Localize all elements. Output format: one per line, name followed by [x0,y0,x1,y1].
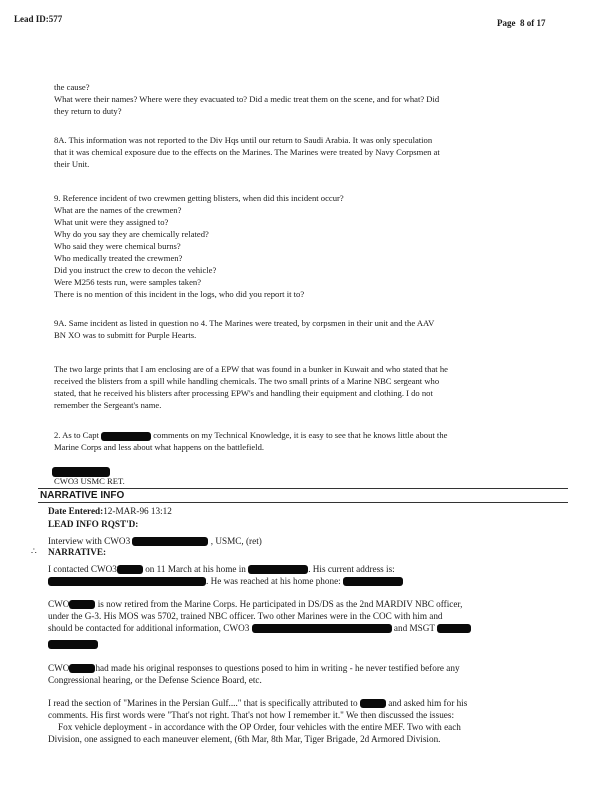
p9-line7: Did you instruct the crew to decon the vehicle? [54,265,217,275]
contact-end: . His current address is: [308,564,395,574]
original-start: CWO [48,663,70,673]
page-word: Page [497,18,516,28]
redaction [69,600,95,609]
contact-line1 [48,563,395,575]
lead-id: Lead ID:577 [14,14,63,24]
contact-mid: on 11 March at his home in [145,564,246,574]
p2-rest: comments on my Technical Knowledge, it is easy to see that he knows little about the [153,430,448,440]
section-title: NARRATIVE INFO [40,490,125,501]
retired-line1 [48,598,462,610]
redaction [437,624,471,633]
p9-line4: Why do you say they are chemically related? [54,229,209,239]
read-line2: comments. His first words were "That's not right. That's not how I remember it." We then discussed the issues: [48,710,455,720]
p9-line5: Who said they were chemical burns? [54,241,181,251]
fox-line2: Division, one assigned to each maneuver element, (6th Mar, 8th Mar, Tiger Brigade, 2d Armored Division. [48,734,441,744]
retired-line4-redaction [48,635,98,653]
redaction [360,699,386,708]
prints-line2: received the blisters from a spill while handling chemicals. The two small prints of a Marine NBC sergeant who [54,376,440,386]
redaction [48,577,206,586]
date-label: Date Entered: [48,506,104,516]
p2-start: 2. As to Capt [54,430,99,440]
p8a-line3: their Unit. [54,159,90,169]
margin-mark: ∴ [31,546,37,556]
p9-line8: Were M256 tests run, were samples taken? [54,277,202,287]
prints-line3: stated, that he received his blisters after processing EPW's and handling their equipment and clothing. I do not [54,388,433,398]
p1-line1: the cause? [54,82,90,92]
prints-line4: remember the Sergeant's name. [54,400,162,410]
p1-line3: they return to duty? [54,106,122,116]
contact-start: I contacted CWO3 [48,564,117,574]
interview-end: , USMC, (ret) [210,536,262,546]
p8a-line2: that it was chemical exposure due to the effects on the Marines. The Marines were treated by Navy Corpsmen at [54,147,440,157]
retired-rest: is now retired from the Marine Corps. He participated in DS/DS as the 2nd MARDIV NBC officer, [97,599,463,609]
redaction [132,537,208,546]
page-number: 8 of 17 [520,18,546,28]
p2-line1 [54,430,447,441]
redaction [343,577,403,586]
retired-msgt: and MSGT [393,623,435,633]
retired-start: CWO [48,599,70,609]
p9-line9: There is no mention of this incident in the logs, who did you report it to? [54,289,305,299]
interview-start: Interview with CWO3 [48,536,131,546]
redaction [252,624,392,633]
signature: CWO3 USMC RET. [54,476,125,486]
p9-line2: What are the names of the crewmen? [54,205,182,215]
retired-contact: should be contacted for additional information, CWO3 [48,623,250,633]
narrative-label: NARRATIVE: [48,547,107,557]
section-divider-bottom [38,502,568,503]
p1-line2: What were their names? Where were they evacuated to? Did a medic treat them on the scene, and for what? Did [54,94,440,104]
contact-line2 [48,575,403,587]
p9-line3: What unit were they assigned to? [54,217,169,227]
fox-line1: Fox vehicle deployment - in accordance with the OP Order, four vehicles with the entire MEF. Two with each [58,722,461,732]
p8a-line1: 8A. This information was not reported to the Div Hqs until our return to Saudi Arabia. It was only speculation [54,135,433,145]
redaction [69,664,95,673]
read-end: and asked him for his [388,698,468,708]
p9a-line1: 9A. Same incident as listed in question no 4. The Marines were treated, by corpsmen in their unit and the AAV [54,318,435,328]
original-line1 [48,662,460,674]
redaction [101,432,151,441]
p2-line2: Marine Corps and less about what happens on the battlefield. [54,442,265,452]
read-line1 [48,697,467,709]
contact-phone: . He was reached at his home phone: [206,576,341,586]
redaction [117,565,143,574]
date-entered [48,505,172,517]
lead-info: LEAD INFO RQST'D: [48,519,139,529]
page-label [497,18,546,28]
read-start: I read the section of "Marines in the Persian Gulf...." that is specifically attributed to [48,698,358,708]
p9-line6: Who medically treated the crewmen? [54,253,183,263]
retired-line3 [48,622,471,634]
p9-line1: 9. Reference incident of two crewmen getting blisters, when did this incident occur? [54,193,344,203]
prints-line1: The two large prints that I am enclosing are of a EPW that was found in a bunker in Kuwait and who stated that he [54,364,448,374]
original-line2: Congressional hearing, or the Defense Science Board, etc. [48,675,262,685]
redaction [248,565,308,574]
original-rest: had made his original responses to questions posed to him in writing - he never testified before any [95,663,460,673]
retired-line2: under the G-3. His MOS was 5702, trained NBC officer. Two other Marines were in the COC with him and [48,611,443,621]
p9a-line2: BN XO was to submitt for Purple Hearts. [54,330,197,340]
date-value: 12-MAR-96 13:12 [103,506,172,516]
section-divider-top [38,488,568,489]
